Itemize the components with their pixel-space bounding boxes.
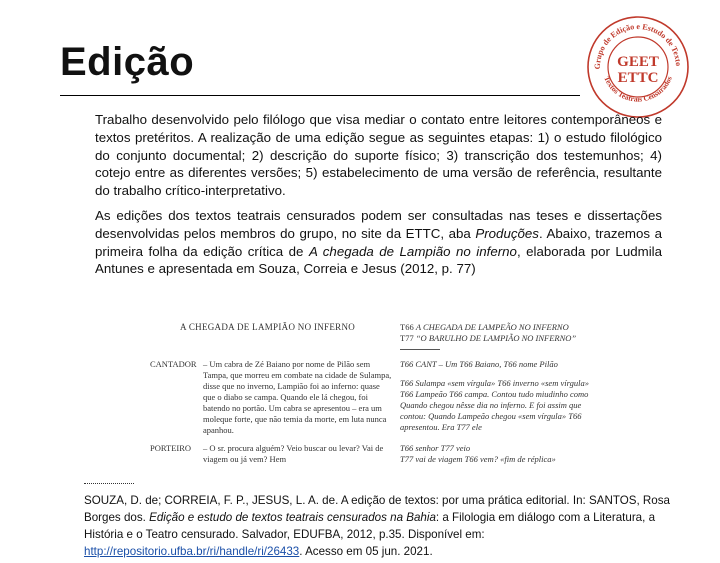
apparatus-note: T66 senhor T77 veio [400, 443, 471, 453]
title-underline [60, 95, 580, 96]
body-text [95, 111, 662, 285]
logo-main-text: GEET [617, 54, 659, 70]
paragraph-edition-definition: Trabalho desenvolvido pelo filólogo que visa mediar o contato entre leitores contemporâneos e textos pretéritos. A realização de uma edição segue as seguintes etapas: 1) o estudo filológico do conjunto documental; 2) descrição do suporte físico; 3) transcrição dos testemunhos; 4) cotejo entre as diferentes versões; 5) estabelecimento de uma versão de referência, resultante do trabalho crítico-interpretativo. [95, 112, 662, 199]
apparatus-notes [400, 359, 590, 437]
witness-t77-label: T77 [400, 332, 416, 343]
critical-edition-witness-titles [400, 322, 576, 343]
footnote-reference [84, 492, 674, 560]
logo-top-text: Grupo de Edição e Estudo de Texto [592, 21, 684, 70]
critical-edition-title: A CHEGADA DE LAMPIÃO NO INFERNO [180, 322, 356, 332]
apparatus-note: T66 Sulampa «sem vírgula» T66 inverno «sem vírgula» T66 Lampeão T66 campa. Contou tudo miudinho como Quando chegou nêsse dia no inferno. E foi assim que contou: Quando Lampeão chegou «sem vírgula» T66 apresentou. Era T77 ele [400, 378, 589, 432]
p2-text-a: As edições dos textos teatrais censurados podem ser consultadas nas teses e dissertações desenvolvidas pelos membros do grupo, no site da ETTC, aba [95, 207, 662, 241]
footnote-access-date: . Acesso em 05 jun. 2021. [299, 545, 433, 558]
witness-t66-title: A CHEGADA DE LAMPEÃO NO INFERNO [415, 322, 569, 332]
geet-ettc-logo [576, 10, 700, 124]
witness-t77-title: “O BARULHO DE LAMPIÃO NO INFERNO” [415, 332, 577, 343]
p2-text-b: . Abaixo, trazemos a primeira folha da edição crítica de [95, 225, 662, 259]
witness-t66-label: T66 [400, 322, 416, 332]
p2-text-c: , elaborada por Ludmila Antunes e apresentada em Souza, Correia e Jesus (2012, p. 77) [95, 243, 662, 277]
apparatus-notes [400, 443, 590, 469]
logo-sub-text: ETTC [617, 70, 659, 86]
speaker-label: CANTADOR [150, 359, 197, 369]
footnote-book-title: Edição e estudo de textos teatrais censurados na Bahia [149, 511, 436, 524]
speech-text: – O sr. procura alguém? Veio buscar ou levar? Vai de viagem ou já vem? Hem [203, 443, 384, 464]
speech-text: – Um cabra de Zé Baiano por nome de Pilão sem Tampa, que morreu em combate na cidade de Sulampa, disse que no inverno, Lampião foi ao inferno: quase que o diabo se campa. Quando ele lá chegou, foi batendo no portão. Um cabra se apresentou – era um moleque forte, que não temia da morte, em luta nunca apanhou. [203, 359, 392, 435]
apparatus-note: T77 vai de viagem T66 vem? «fim de réplica» [400, 454, 556, 464]
repository-link[interactable]: http://repositorio.ufba.br/ri/handle/ri/26433 [84, 545, 300, 558]
apparatus-divider [400, 349, 440, 350]
paragraph-editions-info [95, 207, 662, 278]
p2-italic-producoes: Produções [475, 225, 539, 241]
speaker-label: PORTEIRO [150, 443, 192, 453]
logo-bottom-text: Textos Teatrais Censurados [602, 74, 674, 104]
slide-title: Edição [60, 40, 195, 84]
footnote-separator [84, 483, 134, 484]
footnote-text-b: : a Filologia em diálogo com a Literatura, a História e o Teatro censurado. Salvador, EDUFBA, 2012, p.35. Disponível em: [84, 511, 656, 541]
footnote-text-a: SOUZA, D. de; CORREIA, F. P., JESUS, L. A. de. A edição de textos: por uma prática editorial. In: SANTOS, Rosa Borges dos. [84, 494, 670, 524]
p2-italic-work-title: A chegada de Lampião no inferno [308, 243, 517, 259]
apparatus-note: T66 CANT – Um T66 Baiano, T66 nome Pilão [400, 359, 558, 369]
